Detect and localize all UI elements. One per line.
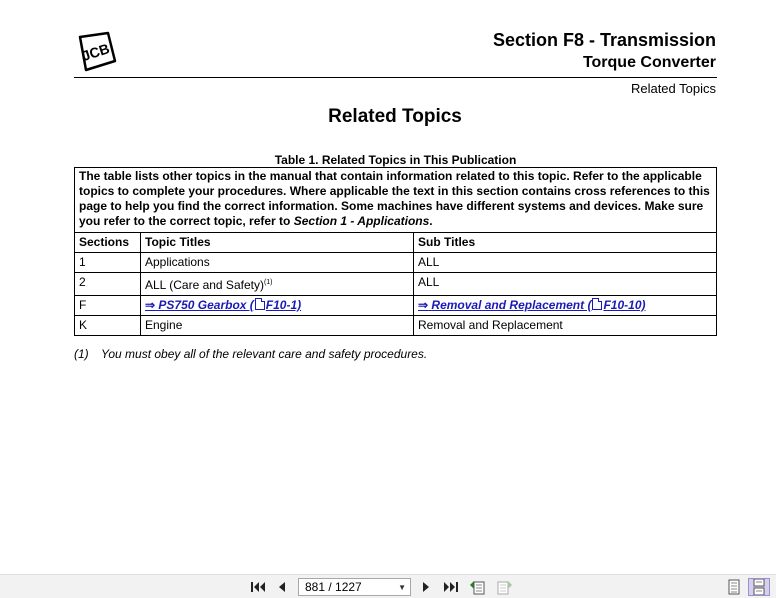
- table-row: [75, 296, 717, 316]
- topic-cell: ALL (Care and Safety)$^{(1)}$: [141, 273, 414, 296]
- first-page-button[interactable]: [248, 578, 268, 596]
- subtitle-cell: Removal and Replacement: [414, 316, 717, 336]
- footnote-text: You must obey all of the relevant care and safety procedures.: [101, 347, 428, 361]
- continuous-view-button[interactable]: [748, 578, 770, 596]
- header-divider: [74, 77, 717, 78]
- header-topic: Related Topics: [630, 81, 716, 96]
- table-row: [75, 316, 717, 336]
- subtitle-cell: ALL: [414, 253, 717, 273]
- table-intro: The table lists other topics in the manual that contain information related to this topic. Refer to the applicable topics to complete your procedures. Where applicable the text in this section contains cross references to this page to help you find the correct information. Some machines have different systems and devices. Make sure you refer to the correct topic, refer to Section 1 - Applications.: [75, 168, 717, 233]
- next-page-icon: [421, 580, 431, 594]
- table-intro-row: [75, 168, 717, 233]
- ps750-gearbox-link[interactable]: ⇒ PS750 Gearbox ( F10-1): [145, 298, 302, 312]
- viewer-toolbar: [0, 574, 776, 598]
- previous-page-button[interactable]: [274, 578, 290, 596]
- topic-cell: Engine: [141, 316, 414, 336]
- section-subtitle: Torque Converter: [582, 54, 716, 71]
- first-page-icon: [250, 580, 266, 594]
- table-row: [75, 253, 717, 273]
- related-topics-table: [74, 167, 717, 336]
- column-header-sections: Sections: [75, 233, 141, 253]
- page-indicator: 881 / 1227: [305, 580, 362, 594]
- single-page-view-icon: [727, 579, 741, 595]
- previous-view-icon: [469, 579, 487, 595]
- table-header-row: [75, 233, 717, 253]
- column-header-topic-titles: Topic Titles: [141, 233, 414, 253]
- next-page-button[interactable]: [418, 578, 434, 596]
- document-icon: [255, 298, 265, 310]
- link-arrow-icon: ⇒: [418, 298, 429, 312]
- table-caption: Table 1. Related Topics in This Publication: [274, 153, 517, 167]
- footnote-marker: (1): [263, 279, 273, 286]
- table-row: [75, 273, 717, 296]
- applications-reference: Section 1 - Applications: [293, 214, 430, 228]
- jcb-logo-text: JCB: [79, 40, 112, 64]
- next-view-button[interactable]: [494, 578, 514, 596]
- previous-view-button[interactable]: [468, 578, 488, 596]
- last-page-button[interactable]: [441, 578, 461, 596]
- document-icon: [592, 298, 602, 310]
- column-header-sub-titles: Sub Titles: [414, 233, 717, 253]
- last-page-icon: [443, 580, 459, 594]
- subtitle-cell: ALL: [414, 273, 717, 296]
- page-number-select[interactable]: [298, 578, 411, 596]
- continuous-view-icon: [752, 579, 766, 595]
- footnote-number: (1): [74, 347, 89, 361]
- removal-replacement-link[interactable]: ⇒ Removal and Replacement ( F10-10): [418, 298, 646, 312]
- jcb-logo: [74, 31, 118, 73]
- footnote: [74, 347, 427, 361]
- section-cell: F: [75, 296, 141, 316]
- section-cell: 2: [75, 273, 141, 296]
- topic-cell: [141, 296, 414, 316]
- page-title: Related Topics: [328, 106, 462, 127]
- subtitle-cell: [414, 296, 717, 316]
- section-cell: K: [75, 316, 141, 336]
- single-page-view-button[interactable]: [724, 578, 744, 596]
- link-arrow-icon: ⇒: [145, 298, 156, 312]
- next-view-icon: [495, 579, 513, 595]
- chevron-down-icon: ▼: [398, 583, 406, 592]
- prev-page-icon: [277, 580, 287, 594]
- section-title: Section F8 - Transmission: [492, 30, 716, 50]
- section-cell: 1: [75, 253, 141, 273]
- topic-cell: Applications: [141, 253, 414, 273]
